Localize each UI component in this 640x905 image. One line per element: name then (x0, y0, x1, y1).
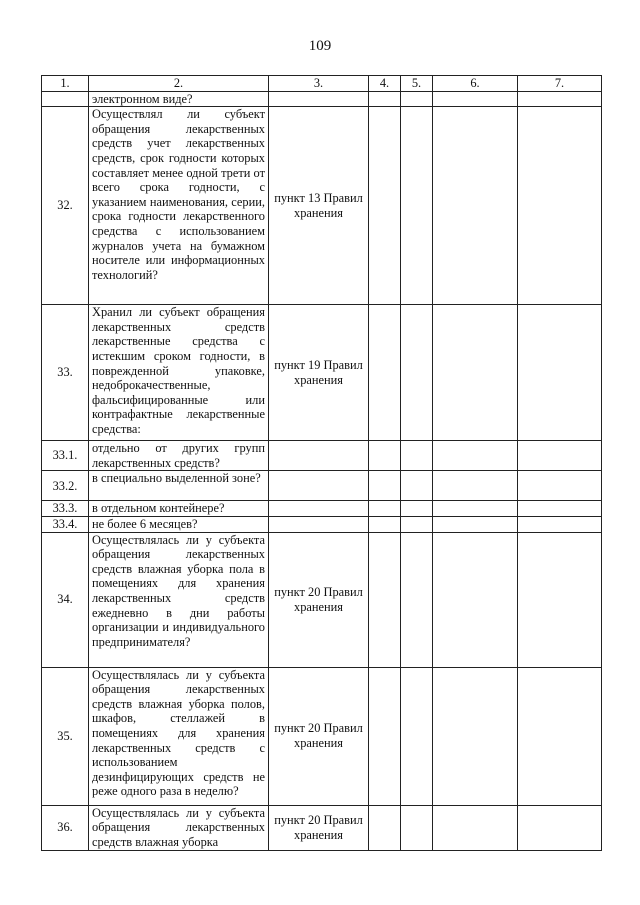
row-reference (269, 516, 369, 532)
answer-cell[interactable] (433, 805, 518, 850)
row-number: 32. (42, 107, 89, 305)
answer-cell[interactable] (433, 532, 518, 667)
column-header: 5. (401, 76, 433, 92)
answer-cell[interactable] (369, 91, 401, 107)
row-question: Осуществлялась ли у субъекта обращения лекарственных средств влажная уборка (89, 805, 269, 850)
answer-cell[interactable] (433, 305, 518, 441)
answer-cell[interactable] (433, 91, 518, 107)
answer-cell[interactable] (518, 532, 602, 667)
answer-cell[interactable] (369, 441, 401, 471)
answer-cell[interactable] (369, 471, 401, 501)
answer-cell[interactable] (433, 107, 518, 305)
table-header-row (42, 76, 602, 92)
column-header: 6. (433, 76, 518, 92)
row-number (42, 91, 89, 107)
table-row (42, 441, 602, 471)
row-reference (269, 471, 369, 501)
row-reference (269, 501, 369, 517)
column-header: 3. (269, 76, 369, 92)
answer-cell[interactable] (518, 471, 602, 501)
row-question: в отдельном контейнере? (89, 501, 269, 517)
row-reference: пункт 20 Правил хранения (269, 532, 369, 667)
answer-cell[interactable] (369, 805, 401, 850)
row-reference (269, 91, 369, 107)
row-number: 33.1. (42, 441, 89, 471)
answer-cell[interactable] (401, 305, 433, 441)
row-question: Хранил ли субъект обращения лекарственных средств лекарственные средства с истекшим сроком годности, в поврежденной упаковке, недоброкачественные, фальсифицированные или контрафактные лекарственные средства: (89, 305, 269, 441)
row-question: в специально выделенной зоне? (89, 471, 269, 501)
table-row (42, 532, 602, 667)
row-reference: пункт 19 Правил хранения (269, 305, 369, 441)
answer-cell[interactable] (518, 501, 602, 517)
answer-cell[interactable] (401, 441, 433, 471)
row-number: 36. (42, 805, 89, 850)
column-header: 7. (518, 76, 602, 92)
answer-cell[interactable] (401, 667, 433, 805)
column-header: 1. (42, 76, 89, 92)
row-question: отдельно от других групп лекарственных средств? (89, 441, 269, 471)
answer-cell[interactable] (518, 805, 602, 850)
table-row (42, 805, 602, 850)
answer-cell[interactable] (369, 305, 401, 441)
table-row (42, 107, 602, 305)
answer-cell[interactable] (369, 516, 401, 532)
answer-cell[interactable] (518, 305, 602, 441)
row-question: Осуществлял ли субъект обращения лекарственных средств учет лекарственных средств, срок годности которых составляет менее одной трети от всего срока годности, с указанием наименования, серии, срока годности лекарственного средства с использованием журналов учета на бумажном носителе или информационных технологий? (89, 107, 269, 305)
answer-cell[interactable] (433, 667, 518, 805)
answer-cell[interactable] (433, 471, 518, 501)
answer-cell[interactable] (518, 667, 602, 805)
answer-cell[interactable] (369, 667, 401, 805)
row-question: Осуществлялась ли у субъекта обращения лекарственных средств влажная уборка пола в помещениях для хранения лекарственных средств ежедневно в дни работы организации и индивидуального предпринимателя? (89, 532, 269, 667)
answer-cell[interactable] (401, 471, 433, 501)
table-row (42, 516, 602, 532)
row-number: 33. (42, 305, 89, 441)
row-number: 35. (42, 667, 89, 805)
row-reference: пункт 13 Правил хранения (269, 107, 369, 305)
answer-cell[interactable] (518, 441, 602, 471)
answer-cell[interactable] (401, 107, 433, 305)
row-number: 33.3. (42, 501, 89, 517)
table-row (42, 501, 602, 517)
answer-cell[interactable] (401, 805, 433, 850)
answer-cell[interactable] (401, 532, 433, 667)
page-number: 109 (308, 38, 332, 54)
answer-cell[interactable] (433, 516, 518, 532)
row-number: 33.4. (42, 516, 89, 532)
table-row (42, 305, 602, 441)
row-number: 33.2. (42, 471, 89, 501)
column-header: 2. (89, 76, 269, 92)
answer-cell[interactable] (401, 91, 433, 107)
table-row (42, 471, 602, 501)
row-question: Осуществлялась ли у субъекта обращения лекарственных средств влажная уборка полов, шкафов, стеллажей в помещениях для хранения лекарственных средств с использованием дезинфицирующих средств не реже одного раза в неделю? (89, 667, 269, 805)
answer-cell[interactable] (433, 501, 518, 517)
answer-cell[interactable] (369, 532, 401, 667)
answer-cell[interactable] (401, 516, 433, 532)
row-reference: пункт 20 Правил хранения (269, 805, 369, 850)
row-reference: пункт 20 Правил хранения (269, 667, 369, 805)
table-row (42, 667, 602, 805)
row-question: электронном виде? (89, 91, 269, 107)
answer-cell[interactable] (433, 441, 518, 471)
answer-cell[interactable] (369, 107, 401, 305)
row-number: 34. (42, 532, 89, 667)
answer-cell[interactable] (518, 91, 602, 107)
answer-cell[interactable] (518, 107, 602, 305)
row-reference (269, 441, 369, 471)
column-header: 4. (369, 76, 401, 92)
checklist-table (41, 75, 602, 851)
answer-cell[interactable] (518, 516, 602, 532)
table-row (42, 91, 602, 107)
answer-cell[interactable] (401, 501, 433, 517)
answer-cell[interactable] (369, 501, 401, 517)
row-question: не более 6 месяцев? (89, 516, 269, 532)
